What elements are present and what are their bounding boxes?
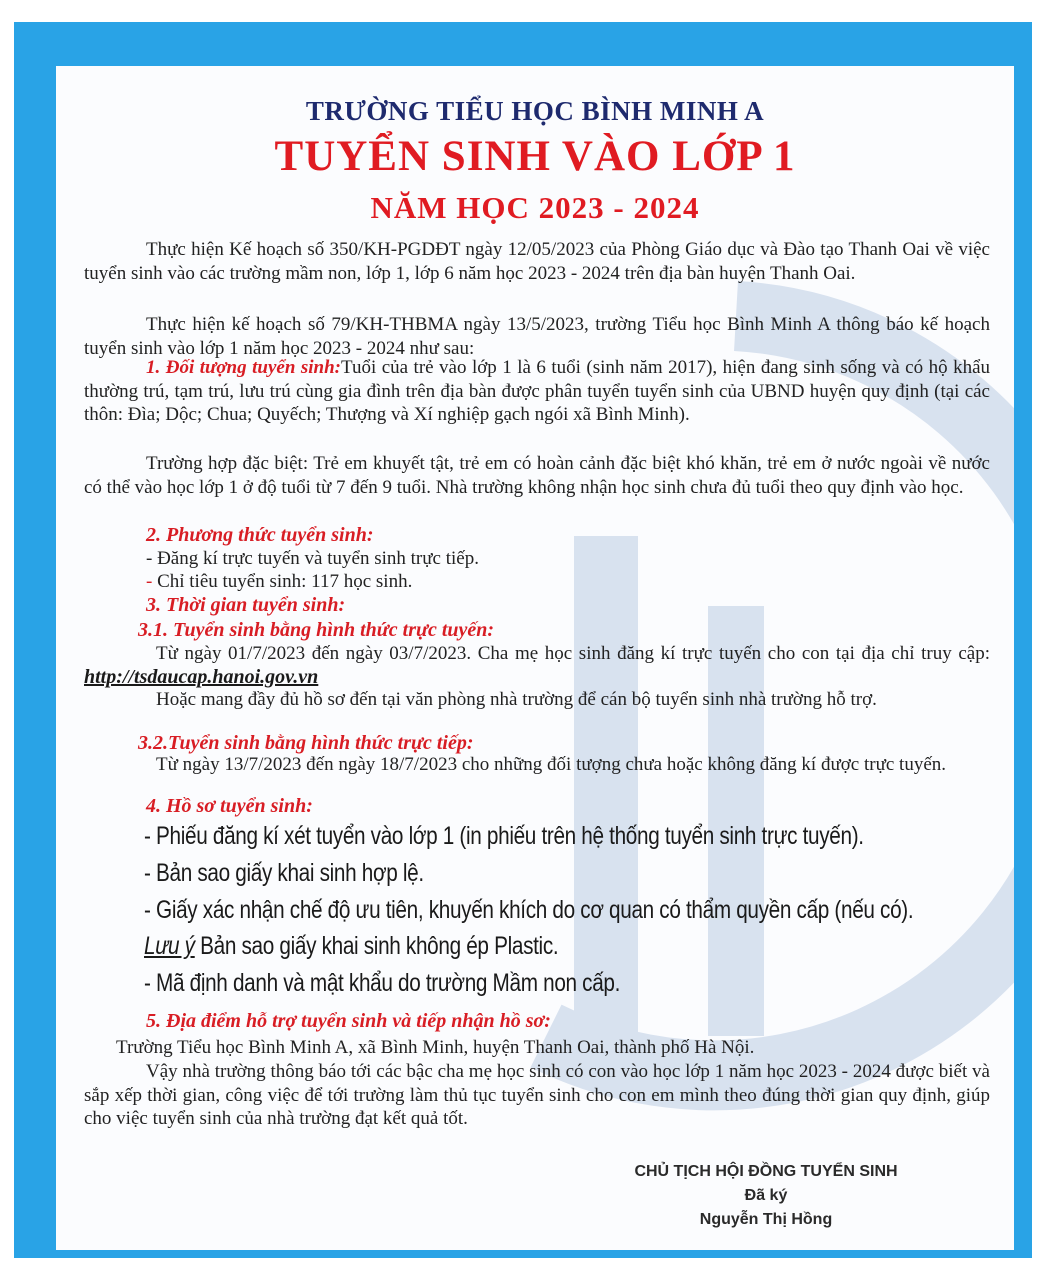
special-case-paragraph: Trường hợp đặc biệt: Trẻ em khuyết tật, trẻ em có hoàn cảnh đặc biệt khó khăn, trẻ em ở nước ngoài về nước có thể vào học lớp 1 ở độ tuổi từ 7 đến 9 tuổi. Nhà trường không nhận học sinh chưa đủ tuổi theo quy định vào học. xyxy=(84,453,990,498)
section-3-heading: 3. Thời gian tuyển sinh: xyxy=(146,594,346,616)
section-1 xyxy=(84,356,990,427)
page-title: TUYỂN SINH VÀO LỚP 1 xyxy=(274,133,796,180)
document-item-3: - Giấy xác nhận chế độ ưu tiên, khuyến khích do cơ quan có thẩm quyền cấp (nếu có). xyxy=(144,896,914,924)
section-5-heading: 5. Địa điểm hỗ trợ tuyển sinh và tiếp nhận hồ sơ: xyxy=(146,1010,551,1032)
school-year: NĂM HỌC 2023 - 2024 xyxy=(370,190,700,225)
closing-paragraph: Vậy nhà trường thông báo tới các bậc cha mẹ học sinh có con vào học lớp 1 năm học 2023 - 2024 được biết và sắp xếp thời gian, công việc để tới trường làm thủ tục tuyển sinh cho con em mình theo đúng thời gian quy định, giúp cho việc tuyển sinh của nhà trường đạt kết quả tốt. xyxy=(84,1061,990,1129)
signature-name: Nguyễn Thị Hồng xyxy=(699,1211,833,1228)
section-4-heading: 4. Hồ sơ tuyển sinh: xyxy=(146,795,313,817)
online-period-paragraph: Từ ngày 01/7/2023 đến ngày 03/7/2023. Cha mẹ học sinh đăng kí trực tuyến cho con tại địa chỉ truy cập: http://tsdaucap.hanoi.gov.vn xyxy=(84,643,990,688)
location-paragraph: Trường Tiểu học Bình Minh A, xã Bình Minh, huyện Thanh Oai, thành phố Hà Nội. xyxy=(116,1037,755,1058)
section-3-2-heading: 3.2.Tuyển sinh bằng hình thức trực tiếp: xyxy=(138,732,474,754)
notice-paper xyxy=(56,66,1014,1250)
school-name: TRƯỜNG TIỂU HỌC BÌNH MINH A xyxy=(305,96,765,126)
office-support-paragraph: Hoặc mang đầy đủ hồ sơ đến tại văn phòng nhà trường để cán bộ tuyển sinh nhà trường hỗ trợ. xyxy=(156,689,877,710)
direct-period-paragraph: Từ ngày 13/7/2023 đến ngày 18/7/2023 cho những đối tượng chưa hoặc không đăng kí được trực tuyến. xyxy=(156,754,947,775)
blue-frame xyxy=(14,22,1032,1258)
registration-link[interactable]: http://tsdaucap.hanoi.gov.vn xyxy=(84,665,319,688)
document-item-4: - Mã định danh và mật khẩu do trường Mầm non cấp. xyxy=(144,969,621,997)
section-2-heading: 2. Phương thức tuyển sinh: xyxy=(146,524,374,546)
document-item-1: - Phiếu đăng kí xét tuyển vào lớp 1 (in phiếu trên hệ thống tuyển sinh trực tuyến). xyxy=(144,822,864,850)
method-item-1: - Đăng kí trực tuyến và tuyển sinh trực tiếp. xyxy=(146,548,479,569)
document-item-2: - Bản sao giấy khai sinh hợp lệ. xyxy=(144,859,424,887)
intro-paragraph-1: Thực hiện Kế hoạch số 350/KH-PGDĐT ngày 12/05/2023 của Phòng Giáo dục và Đào tạo Thanh Oai về việc tuyển sinh vào các trường mầm non, lớp 1, lớp 6 năm học 2023 - 2024 trên địa bàn huyện Thanh Oai. xyxy=(84,239,990,284)
section-1-text: Tuổi của trẻ vào lớp 1 là 6 tuổi (sinh năm 2017), hiện đang sinh sống và có hộ khẩu thường trú, tạm trú, lưu trú cùng gia đình trên địa bàn được phân tuyển tuyển sinh của UBND huyện quy định (tại các thôn: Đìa; Dộc; Chua; Quyếch; Thượng và Xí nghiệp gạch ngói xã Bình Minh). xyxy=(84,357,990,425)
document-note: Lưu ý Bản sao giấy khai sinh không ép Plastic. xyxy=(144,932,559,960)
signature-title: CHỦ TỊCH HỘI ĐỒNG TUYỂN SINH xyxy=(634,1163,898,1180)
section-1-heading: 1. Đối tượng tuyển sinh: xyxy=(146,357,341,378)
section-3-1-heading: 3.1. Tuyển sinh bằng hình thức trực tuyến: xyxy=(138,619,495,641)
intro-paragraph-2: Thực hiện kế hoạch số 79/KH-THBMA ngày 13/5/2023, trường Tiểu học Bình Minh A thông báo kế hoạch tuyển sinh vào lớp 1 năm học 2023 - 2024 như sau: xyxy=(84,314,990,359)
method-item-2: - Chỉ tiêu tuyển sinh: 117 học sinh. xyxy=(146,571,413,592)
signature-status: Đã ký xyxy=(744,1187,788,1204)
